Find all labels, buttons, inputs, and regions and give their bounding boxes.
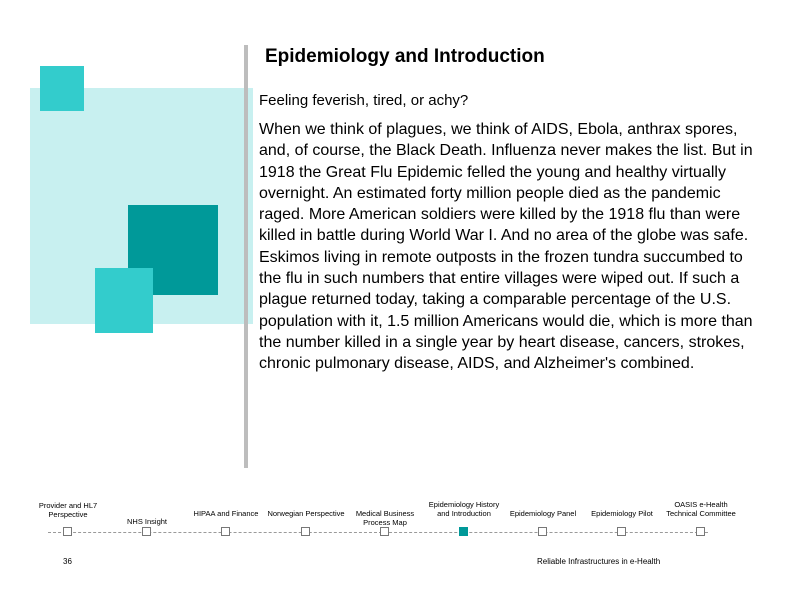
vertical-divider	[244, 45, 248, 468]
nav-label-epidemiology-pilot[interactable]: Epidemiology Pilot	[591, 509, 653, 518]
nav-label-epidemiology-history[interactable]: Epidemiology History and Introduction	[428, 500, 500, 518]
nav-node-norwegian[interactable]	[301, 527, 310, 536]
nav-label-medical-business[interactable]: Medical Business Process Map	[355, 509, 415, 527]
nav-label-oasis-ehealth[interactable]: OASIS e-Health Technical Committee	[666, 500, 736, 518]
slide-body-text: When we think of plagues, we think of AIDS, Ebola, anthrax spores, and, of course, the Black Death. Influenza never makes the list. But in 1918 the Great Flu Epidemic felled the young and healthy virtually overnight. An estimated forty million people died as the pandemic raged. More American soldiers were killed by the 1918 flu than were killed in battle during World War I. And no area of the globe was safe. Eskimos living in remote outposts in the frozen tundra succumbed to the flu in such numbers that entire villages were wiped out. If such a plague returned today, taking a comparable percentage of the U.S. population with it, 1.5 million Americans would die, which is more than the number killed in a single year by heart disease, cancers, strokes, chronic pulmonary disease, AIDS, and Alzheimer's combined.	[259, 121, 753, 373]
nav-label-epidemiology-panel[interactable]: Epidemiology Panel	[509, 509, 577, 518]
slide-title: Epidemiology and Introduction	[265, 46, 545, 67]
nav-label-hipaa-finance[interactable]: HIPAA and Finance	[193, 509, 259, 518]
nav-node-provider-hl7[interactable]	[63, 527, 72, 536]
nav-node-hipaa-finance[interactable]	[221, 527, 230, 536]
footer-text: Reliable Infrastructures in e-Health	[537, 557, 661, 566]
decorative-teal-square-middle	[95, 268, 153, 333]
nav-node-epidemiology-panel[interactable]	[538, 527, 547, 536]
nav-label-norwegian[interactable]: Norwegian Perspective	[267, 509, 345, 518]
decorative-teal-square-top	[40, 66, 84, 111]
nav-node-epidemiology-pilot[interactable]	[617, 527, 626, 536]
slide-subtitle: Feeling feverish, tired, or achy?	[259, 92, 469, 109]
nav-label-provider-hl7[interactable]: Provider and HL7 Perspective	[38, 501, 98, 519]
page-number: 36	[63, 557, 72, 566]
nav-label-nhs-insight[interactable]: NHS Insight	[126, 517, 168, 526]
nav-node-medical-business[interactable]	[380, 527, 389, 536]
nav-node-nhs-insight[interactable]	[142, 527, 151, 536]
nav-node-oasis-ehealth[interactable]	[696, 527, 705, 536]
nav-node-epidemiology-history-current[interactable]	[459, 527, 468, 536]
